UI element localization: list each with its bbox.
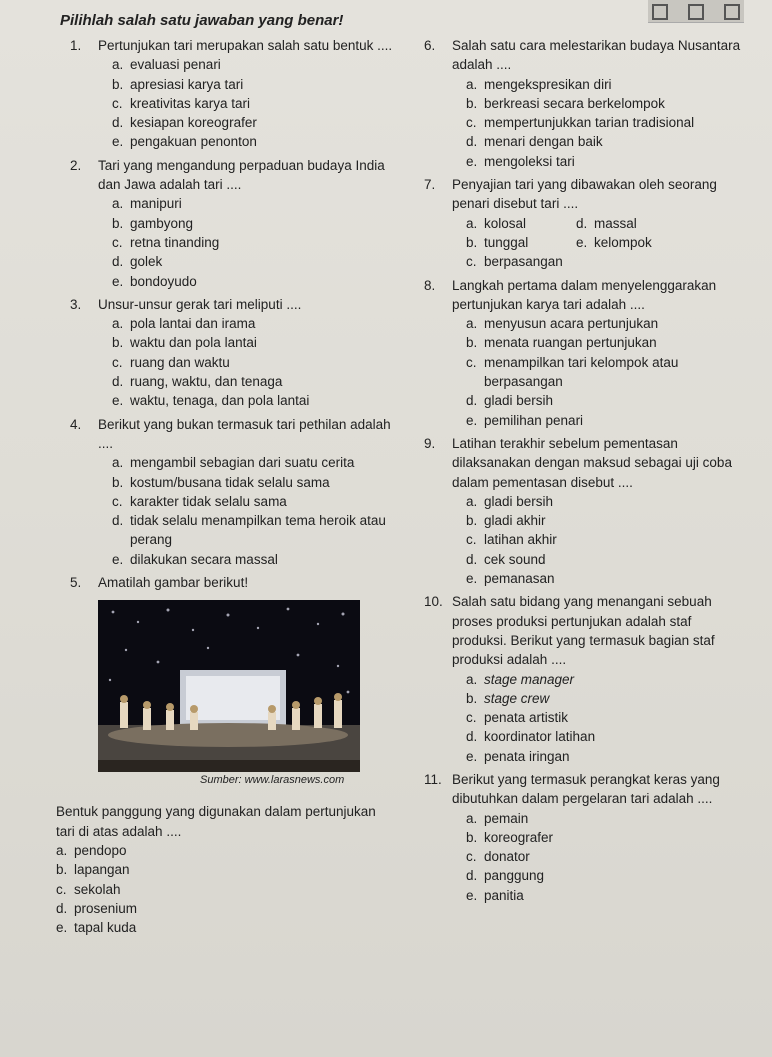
option-letter: e.	[112, 273, 124, 289]
option-letter: c.	[112, 354, 123, 370]
qr-code-icon	[648, 0, 744, 23]
option[interactable]	[466, 132, 744, 151]
option-letter: b.	[466, 234, 478, 250]
option-text: gladi akhir	[484, 513, 546, 529]
question-7	[424, 175, 744, 271]
option-text: latihan akhir	[484, 532, 557, 548]
question-8	[424, 276, 744, 430]
option[interactable]	[466, 411, 744, 430]
option-text: berpasangan	[484, 254, 563, 270]
option-text: bondoyudo	[130, 273, 197, 289]
option-text: ruang, waktu, dan tenaga	[130, 374, 283, 390]
option-text: cek sound	[484, 551, 546, 567]
option-letter: c.	[112, 234, 123, 250]
question-text: Penyajian tari yang dibawakan oleh seorang penari disebut tari ....	[452, 177, 717, 212]
stage-photo-graphic	[98, 600, 360, 772]
option[interactable]	[112, 353, 400, 372]
option-text: kreativitas karya tari	[130, 95, 251, 111]
option[interactable]	[112, 391, 400, 410]
option[interactable]	[466, 747, 744, 766]
question-text: Amatilah gambar berikut!	[98, 575, 249, 591]
option-letter: d.	[112, 254, 124, 270]
option-text: karakter tidak selalu sama	[130, 493, 287, 509]
question-9	[424, 434, 744, 588]
option-text: kesiapan koreografer	[130, 115, 257, 131]
option[interactable]	[112, 372, 400, 391]
option-letter: a.	[112, 196, 124, 212]
option-text: pemanasan	[484, 571, 555, 587]
question-number: 11.	[424, 771, 442, 787]
option-text: waktu, tenaga, dan pola lantai	[130, 393, 310, 409]
option-letter: e.	[56, 920, 68, 936]
option[interactable]	[112, 492, 400, 511]
question-4	[70, 415, 400, 569]
option-text: tunggal	[484, 234, 529, 250]
option-text: menari dengan baik	[484, 134, 603, 150]
option[interactable]	[466, 252, 576, 271]
option-text: massal	[594, 215, 637, 231]
option-letter: c.	[466, 254, 477, 270]
option-letter: d.	[466, 868, 478, 884]
option-text: evaluasi penari	[130, 57, 221, 73]
option-letter: d.	[466, 134, 478, 150]
option[interactable]	[112, 194, 400, 213]
option-text: menyusun acara pertunjukan	[484, 316, 659, 332]
image-caption: Sumber: www.larasnews.com	[200, 774, 345, 787]
option[interactable]	[466, 809, 744, 828]
option-text: kostum/busana tidak selalu sama	[130, 474, 330, 490]
option[interactable]	[112, 272, 400, 291]
option-text: stage manager	[484, 671, 575, 687]
option-letter: e.	[112, 393, 124, 409]
option-letter: e.	[466, 571, 478, 587]
option-text: koordinator latihan	[484, 729, 596, 745]
instruction-heading: Pilihlah salah satu jawaban yang benar!	[60, 12, 344, 29]
question-number: 10.	[424, 594, 443, 610]
option-text: retna tinanding	[130, 234, 220, 250]
option-text: penata artistik	[484, 710, 569, 726]
option-text: tapal kuda	[74, 920, 137, 936]
option-letter: c.	[466, 849, 477, 865]
option-letter: e.	[466, 153, 478, 169]
option-letter: a.	[466, 215, 478, 231]
option[interactable]	[112, 314, 400, 333]
option-text: kelompok	[594, 234, 652, 250]
option[interactable]	[466, 214, 576, 233]
option-letter: d.	[576, 215, 588, 231]
option-letter: b.	[56, 862, 68, 878]
option-letter: c.	[466, 354, 477, 370]
option[interactable]	[466, 847, 744, 866]
option-letter: e.	[576, 234, 588, 250]
option[interactable]	[112, 453, 400, 472]
question-number: 9.	[424, 435, 436, 451]
option-text: pemilihan penari	[484, 412, 584, 428]
option[interactable]	[466, 886, 744, 905]
option[interactable]	[466, 828, 744, 847]
question-text: Bentuk panggung yang digunakan dalam pertunjukan tari di atas adalah ....	[56, 804, 376, 839]
option-text: koreografer	[484, 829, 554, 845]
question-5	[70, 573, 400, 592]
option-text: berkreasi secara berkelompok	[484, 95, 665, 111]
option-text: panggung	[484, 868, 545, 884]
question-text: Berikut yang bukan termasuk tari pethilan adalah ....	[98, 416, 391, 451]
question-text: Tari yang mengandung perpaduan budaya India dan Jawa adalah tari ....	[98, 157, 385, 193]
question-number: 4.	[70, 416, 82, 432]
question-2	[70, 156, 400, 291]
option-letter: d.	[56, 900, 68, 916]
question-text: Latihan terakhir sebelum pementasan dilaksanakan dengan maksud sebagai uji coba dalam pementasan disebut ....	[452, 435, 732, 490]
option-letter: c.	[56, 881, 67, 897]
option[interactable]	[112, 132, 400, 151]
left-column	[56, 36, 400, 937]
question-1	[70, 36, 400, 152]
option[interactable]	[466, 708, 744, 727]
option[interactable]	[466, 866, 744, 885]
option-letter: a.	[466, 493, 478, 509]
question-number: 5.	[70, 575, 82, 591]
option-text: mengoleksi tari	[484, 153, 575, 169]
option-letter: e.	[466, 748, 478, 764]
option-letter: b.	[112, 215, 124, 231]
option[interactable]	[576, 233, 686, 252]
option-text: gladi bersih	[484, 393, 554, 409]
option[interactable]	[466, 333, 744, 352]
option[interactable]	[112, 252, 400, 271]
option[interactable]	[56, 860, 400, 879]
option[interactable]	[466, 550, 744, 569]
option-text: pengakuan penonton	[130, 134, 257, 150]
option-letter: a.	[56, 842, 68, 858]
option-letter: b.	[466, 95, 478, 111]
option-text: gambyong	[130, 215, 194, 231]
option-letter: b.	[112, 474, 124, 490]
option-letter: a.	[466, 76, 478, 92]
option-text: panitia	[484, 887, 524, 903]
option-letter: c.	[466, 710, 477, 726]
option-text: waktu dan pola lantai	[130, 335, 257, 351]
option-text: penata iringan	[484, 748, 570, 764]
right-column	[424, 36, 744, 905]
option[interactable]	[576, 214, 686, 233]
option[interactable]	[466, 314, 744, 333]
option[interactable]	[56, 880, 400, 899]
option[interactable]	[56, 899, 400, 918]
option-text: prosenium	[74, 900, 138, 916]
question-number: 2.	[70, 157, 82, 173]
question-6	[424, 36, 744, 171]
option-letter: e.	[112, 134, 124, 150]
question-text: Salah satu cara melestarikan budaya Nusantara adalah ....	[452, 38, 741, 73]
question-5-followup	[56, 802, 400, 937]
question-number: 1.	[70, 38, 82, 53]
option[interactable]	[466, 727, 744, 746]
option-letter: d.	[112, 115, 124, 131]
option[interactable]	[112, 214, 400, 233]
option-text: pola lantai dan irama	[130, 316, 256, 332]
option[interactable]	[112, 113, 400, 132]
option[interactable]	[112, 550, 400, 569]
option-letter: d.	[466, 393, 478, 409]
option-letter: c.	[112, 95, 123, 111]
question-number: 3.	[70, 296, 82, 312]
option-letter: a.	[112, 455, 124, 471]
option-text: mengekspresikan diri	[484, 76, 612, 92]
option-text: menata ruangan pertunjukan	[484, 335, 657, 351]
option-letter: a.	[466, 810, 478, 826]
option[interactable]	[466, 152, 744, 171]
option-text: manipuri	[130, 196, 182, 212]
option-letter: a.	[112, 316, 124, 332]
question-text: Berikut yang termasuk perangkat keras yang dibutuhkan dalam pergelaran tari adalah ....	[452, 771, 720, 807]
option-text: menampilkan tari kelompok atau berpasangan	[484, 354, 679, 390]
option-letter: b.	[466, 690, 478, 706]
option-letter: c.	[112, 493, 123, 509]
question-10	[424, 592, 744, 766]
option-letter: c.	[466, 115, 477, 131]
question-number: 6.	[424, 38, 436, 53]
option[interactable]	[466, 530, 744, 549]
option[interactable]	[466, 113, 744, 132]
option-text: kolosal	[484, 215, 527, 231]
question-3	[70, 295, 400, 411]
option[interactable]	[112, 333, 400, 352]
option-letter: d.	[112, 374, 124, 390]
option[interactable]	[112, 511, 400, 550]
option[interactable]	[112, 233, 400, 252]
option-text: pemain	[484, 810, 529, 826]
option[interactable]	[466, 569, 744, 588]
option[interactable]	[112, 55, 400, 74]
option-letter: d.	[112, 513, 124, 529]
option[interactable]	[466, 94, 744, 113]
option-text: donator	[484, 849, 530, 865]
option[interactable]	[56, 841, 400, 860]
option-letter: a.	[112, 57, 124, 73]
option-text: dilakukan secara massal	[130, 551, 278, 567]
dance-performance-photo	[98, 600, 360, 772]
question-text: Langkah pertama dalam menyelenggarakan pertunjukan karya tari adalah ....	[452, 277, 717, 312]
option-text: tidak selalu menampilkan tema heroik atau perang	[130, 513, 386, 548]
option-text: pendopo	[74, 842, 127, 858]
question-text: Salah satu bidang yang menangani sebuah proses produksi pertunjukan adalah staf produksi. Berikut yang termasuk bagian staf produksi adalah ....	[452, 594, 715, 668]
option[interactable]	[466, 670, 744, 689]
option-text: gladi bersih	[484, 493, 554, 509]
option-letter: e.	[466, 887, 478, 903]
option-letter: b.	[112, 335, 124, 351]
question-text: Pertunjukan tari merupakan salah satu bentuk ....	[98, 38, 393, 53]
option[interactable]	[112, 75, 400, 94]
option-letter: d.	[466, 729, 478, 745]
option-text: golek	[130, 254, 163, 270]
question-number: 8.	[424, 277, 436, 293]
option-letter: b.	[466, 513, 478, 529]
option-letter: a.	[466, 671, 478, 687]
option-letter: e.	[112, 551, 124, 567]
option[interactable]	[466, 75, 744, 94]
option-letter: b.	[466, 829, 478, 845]
option-text: apresiasi karya tari	[130, 76, 244, 92]
option[interactable]	[466, 492, 744, 511]
option-letter: d.	[466, 551, 478, 567]
option-text: sekolah	[74, 881, 121, 897]
option[interactable]	[466, 353, 744, 392]
option[interactable]	[466, 391, 744, 410]
option-text: lapangan	[74, 862, 130, 878]
option[interactable]	[466, 689, 744, 708]
option-text: mengambil sebagian dari suatu cerita	[130, 455, 355, 471]
option-text: stage crew	[484, 690, 550, 706]
question-11	[424, 770, 744, 905]
option-letter: c.	[466, 532, 477, 548]
question-number: 7.	[424, 177, 436, 193]
option[interactable]	[112, 473, 400, 492]
option[interactable]	[112, 94, 400, 113]
option[interactable]	[466, 233, 576, 252]
option-letter: b.	[466, 335, 478, 351]
option-letter: e.	[466, 412, 478, 428]
option-text: ruang dan waktu	[130, 354, 230, 370]
option[interactable]	[56, 918, 400, 937]
question-text: Unsur-unsur gerak tari meliputi ....	[98, 296, 302, 312]
option-letter: a.	[466, 316, 478, 332]
option[interactable]	[466, 511, 744, 530]
option-letter: b.	[112, 76, 124, 92]
option-text: mempertunjukkan tarian tradisional	[484, 115, 695, 131]
